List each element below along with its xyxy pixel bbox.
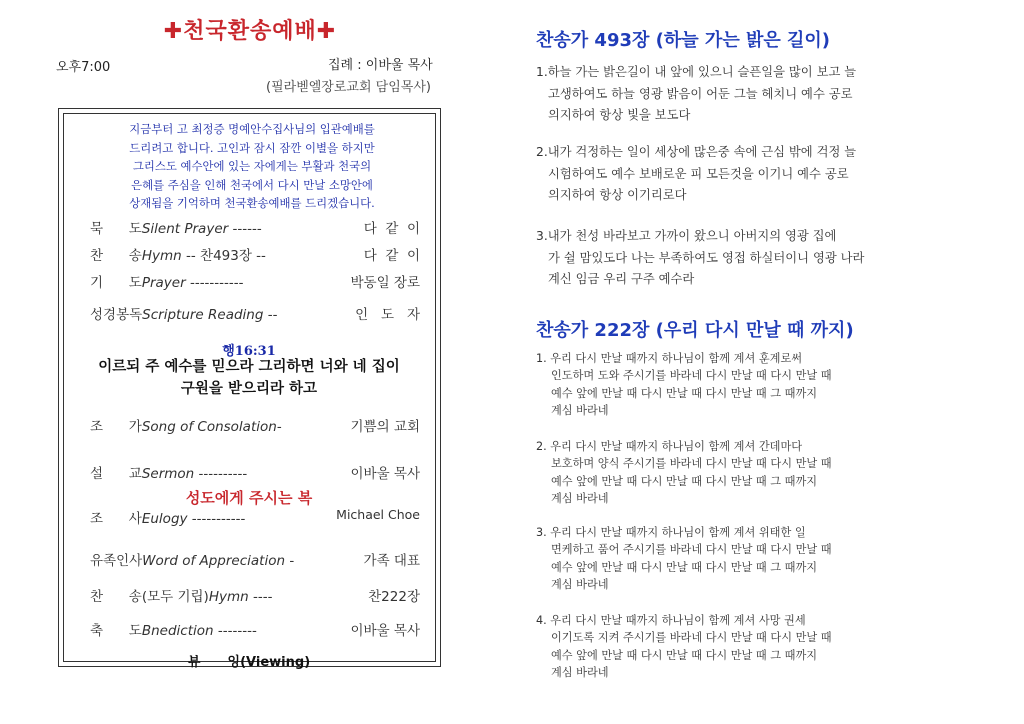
item-leader: 인 도 자 (355, 307, 420, 323)
item-english: Prayer (141, 275, 186, 291)
lyric-line: 1.하늘 가는 밝은길이 내 앞에 있으니 슬픈일을 많이 보고 늘 (536, 65, 857, 79)
order-of-service-inner (63, 113, 436, 670)
program-item-appreciation (90, 549, 420, 569)
lyric-line: 계심 바라네 (551, 666, 609, 680)
item-dashes: - (276, 419, 286, 435)
hymn-page (520, 0, 1024, 724)
lyric-line: 2.내가 걱정하는 일이 세상에 많은중 속에 근심 밖에 걱정 늘 (536, 145, 857, 159)
cross-icon: ✚ (316, 19, 337, 44)
lyric-line: 이기도록 지켜 주시기를 바라네 다시 만날 때 다시 만날 때 (551, 631, 832, 645)
hymn-493-verse-3 (536, 226, 956, 291)
program-item-silent-prayer (90, 217, 420, 237)
lyric-line: 가 쉴 맘있도다 나는 부족하여도 영접 하실터이니 영광 나라 (548, 250, 865, 265)
lyric-line: 면케하고 품어 주시기를 바라네 다시 만날 때 다시 만날 때 (551, 543, 832, 557)
item-english: Scripture Reading (142, 307, 264, 323)
intro-line: 지금부터 고 최정증 명예안수집사님의 입관예배를 (129, 122, 375, 136)
lyric-line: 인도하며 도와 주시기를 바라네 다시 만날 때 다시 만날 때 (551, 369, 832, 383)
item-dashes: ---------- (194, 466, 252, 482)
scripture-reference: 행16:31 (222, 344, 276, 359)
lyric-line: 계신 임금 우리 구주 예수라 (548, 272, 695, 286)
item-english: Silent Prayer (141, 221, 229, 237)
item-label: 기 도 (90, 275, 142, 291)
item-english: Bnediction (141, 623, 214, 639)
item-dashes: -------- (213, 623, 262, 639)
item-leader: 찬222장 (368, 589, 420, 605)
program-item-sermon (90, 462, 420, 482)
hymn-493-verse-2 (536, 142, 956, 207)
lyric-line: 예수 앞에 만날 때 다시 만날 때 다시 만날 때 그 때까지 (551, 648, 818, 662)
item-dashes: ---- (248, 589, 277, 605)
program-item-closing-hymn (90, 585, 420, 605)
item-label: 축 도 (90, 623, 142, 639)
item-english: Hymn (141, 248, 182, 264)
hymn-222-verse-2 (536, 438, 956, 508)
item-dashes: -- (263, 307, 282, 323)
item-english: Hymn (208, 589, 249, 605)
item-label: 찬 송(모두 기립) (90, 589, 209, 605)
hymn-493-verse-1 (536, 62, 956, 127)
lyric-line: 예수 앞에 만날 때 다시 만날 때 다시 만날 때 그 때까지 (551, 386, 818, 400)
item-leader: 다 같 이 (363, 248, 420, 264)
program-item-prayer (90, 271, 420, 291)
hymn-222-verse-1 (536, 350, 956, 420)
lyric-line: 1. 우리 다시 만날 때까지 하나님이 함께 계셔 훈계로써 (536, 352, 803, 365)
scripture-verse (74, 356, 424, 400)
service-time: 오후7:00 (56, 60, 111, 75)
item-label: 조 사 (90, 511, 142, 527)
item-dashes: ------ (228, 221, 266, 237)
lyric-line: 보호하며 양식 주시기를 바라네 다시 만날 때 다시 만날 때 (551, 457, 832, 471)
item-english: Sermon (141, 466, 195, 482)
church-name: (필라벧엘장로교회 담임목사) (266, 80, 431, 95)
lyric-line: 계심 바라네 (551, 578, 609, 592)
hymn-222-title: 찬송가 222장 (우리 다시 만날 때 까지) (536, 320, 854, 341)
item-leader: 가족 대표 (363, 553, 420, 569)
order-of-service-box (58, 108, 441, 670)
program-item-hymn (90, 244, 420, 264)
lyric-line: 의지하여 항상 빛을 보도다 (548, 108, 691, 122)
lyric-line: 의지하여 항상 이기리로다 (548, 188, 687, 202)
item-english: Song of Consolation (141, 419, 277, 435)
program-item-consolation-song (90, 415, 420, 435)
item-english: Word of Appreciation (142, 553, 286, 569)
item-leader: Michael Choe (336, 507, 420, 522)
viewing-label: 뷰 잉(Viewing) (187, 655, 311, 670)
intro-text (72, 120, 432, 213)
program-item-benediction (90, 619, 420, 639)
lyric-line: 4. 우리 다시 만날 때까지 하나님이 함께 계셔 사망 권세 (536, 614, 806, 627)
item-label: 묵 도 (90, 221, 142, 237)
verse-line: 구원을 받으리라 하고 (180, 381, 318, 397)
item-leader: 이바울 목사 (350, 466, 420, 482)
hymn-222-verse-4 (536, 612, 956, 682)
lyric-line: 예수 앞에 만날 때 다시 만날 때 다시 만날 때 그 때까지 (551, 560, 818, 574)
lyric-line: 계심 바라네 (551, 404, 609, 418)
program-item-eulogy (90, 507, 420, 527)
lyric-line: 3.내가 천성 바라보고 가까이 왔으니 아버지의 영광 집에 (536, 229, 837, 243)
hymn-222-verse-3 (536, 524, 956, 594)
item-dashes: ----------- (187, 511, 250, 527)
item-label: 성경봉독 (90, 307, 143, 323)
item-leader: 기쁨의 교회 (350, 419, 420, 435)
item-label: 조 가 (90, 419, 142, 435)
service-title: 천국환송예배 (183, 19, 317, 44)
intro-line: 은혜를 주심을 인해 천국에서 다시 만날 소망안에 (131, 177, 373, 192)
lyric-line: 예수 앞에 만날 때 다시 만날 때 다시 만날 때 그 때까지 (551, 474, 818, 488)
sermon-title: 성도에게 주시는 복 (185, 489, 313, 507)
lyric-line: 시험하여도 예수 보배로운 피 모든것을 이기니 예수 공로 (548, 166, 849, 181)
page-title (0, 14, 500, 45)
program-page (0, 0, 500, 724)
verse-line: 이르되 주 예수를 믿으라 그리하면 너와 네 집이 (98, 359, 400, 375)
item-dashes: ----------- (185, 275, 248, 291)
intro-line: 상재됨을 기억하며 천국환송예배를 드리겠습니다. (129, 196, 375, 210)
hymn-493-title: 찬송가 493장 (하늘 가는 밝은 길이) (536, 30, 831, 51)
lyric-line: 계심 바라네 (551, 492, 609, 506)
program-item-scripture (90, 303, 420, 323)
intro-line: 그리스도 예수안에 있는 자에게는 부활과 천국의 (132, 159, 372, 173)
lyric-line: 3. 우리 다시 만날 때까지 하나님이 함께 계셔 위태한 일 (536, 526, 806, 539)
item-english: Eulogy (141, 511, 188, 527)
item-leader: 다 같 이 (363, 221, 420, 237)
item-label: 설 교 (90, 466, 142, 482)
item-label: 유족인사 (90, 553, 143, 569)
item-leader: 이바울 목사 (350, 623, 420, 639)
item-dashes: -- 찬493장 -- (181, 248, 271, 264)
item-label: 찬 송 (90, 248, 142, 264)
intro-line: 드리려고 합니다. 고인과 잠시 잠깐 이별을 하지만 (129, 140, 375, 155)
lyric-line: 고생하여도 하늘 영광 밝음이 어둔 그늘 헤치니 예수 공로 (548, 86, 853, 101)
item-dashes: - (285, 553, 299, 569)
lyric-line: 2. 우리 다시 만날 때까지 하나님이 함께 계셔 간데마다 (536, 440, 803, 453)
officiant: 집례 : 이바울 목사 (328, 58, 433, 73)
item-leader: 박동일 장로 (350, 275, 420, 291)
cross-icon: ✚ (163, 19, 184, 44)
